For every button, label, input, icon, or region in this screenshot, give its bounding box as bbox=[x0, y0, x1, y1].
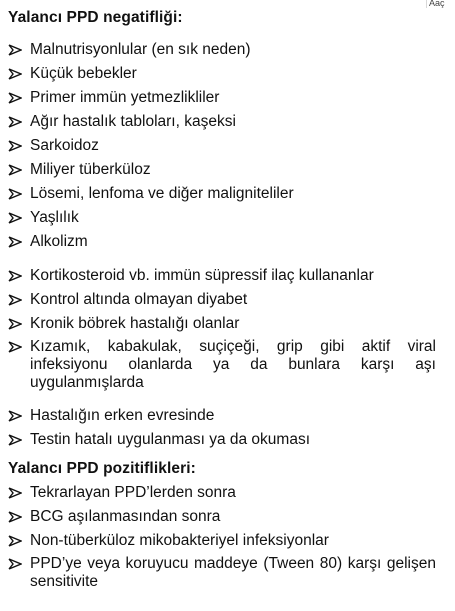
list-item-text: Non-tüberküloz mikobakteriyel infeksiyonlar bbox=[30, 532, 329, 549]
list-item-text: Miliyer tüberküloz bbox=[30, 161, 151, 178]
list-item bbox=[8, 182, 436, 206]
list-item-text: Malnutrisyonlular (en sık neden) bbox=[30, 41, 251, 58]
list-item-text: Küçük bebekler bbox=[30, 65, 137, 82]
arrow-bullet-icon bbox=[8, 158, 22, 182]
list-item-text: PPD’ye veya koruyucu maddeye (Tween 80) karşı gelişen sensitivite bbox=[30, 555, 436, 590]
list-item-text: Lösemi, lenfoma ve diğer maligniteliler bbox=[30, 185, 294, 202]
list-item-text: Kronik böbrek hastalığı olanlar bbox=[30, 315, 240, 332]
list-item-text: Alkolizm bbox=[30, 233, 88, 250]
list-item bbox=[8, 62, 436, 86]
arrow-bullet-icon bbox=[8, 481, 22, 505]
arrow-bullet-icon bbox=[8, 288, 22, 312]
list-item bbox=[8, 38, 436, 62]
arrow-bullet-icon bbox=[8, 505, 22, 529]
list-item bbox=[8, 158, 436, 182]
list-item bbox=[8, 288, 436, 312]
list-item-text: Kortikosteroid vb. immün süpressif ilaç kullananlar bbox=[30, 267, 374, 284]
list-item-text: Ağır hastalık tabloları, kaşeksi bbox=[30, 113, 236, 130]
list-item-text: Kızamık, kabakulak, suçiçeği, grip gibi aktif viral infeksiyonu olanlarda ya da bunlara karşı aşı uygulanmışlarda bbox=[30, 338, 436, 391]
arrow-bullet-icon bbox=[8, 62, 22, 86]
arrow-bullet-icon bbox=[8, 404, 22, 428]
list-item bbox=[8, 428, 436, 452]
list-item bbox=[8, 335, 436, 392]
corner-label: Aaç bbox=[426, 0, 455, 8]
section-heading-false-negative: Yalancı PPD negatifliği: bbox=[8, 9, 183, 26]
list-item-text: Hastalığın erken evresinde bbox=[30, 407, 215, 424]
list-item bbox=[8, 529, 436, 553]
list-item bbox=[8, 230, 436, 254]
section-heading-false-positive: Yalancı PPD pozitiflikleri: bbox=[8, 460, 196, 477]
arrow-bullet-icon bbox=[8, 264, 22, 288]
list-item bbox=[8, 552, 436, 591]
list-item-text: Testin hatalı uygulanması ya da okuması bbox=[30, 431, 311, 448]
list-item bbox=[8, 110, 436, 134]
list-item-text: Kontrol altında olmayan diyabet bbox=[30, 291, 248, 308]
arrow-bullet-icon bbox=[8, 335, 22, 359]
list-item-text: BCG aşılanmasından sonra bbox=[30, 508, 221, 525]
arrow-bullet-icon bbox=[8, 312, 22, 336]
arrow-bullet-icon bbox=[8, 529, 22, 553]
list-item bbox=[8, 206, 436, 230]
list-item bbox=[8, 312, 436, 336]
list-item bbox=[8, 134, 436, 158]
arrow-bullet-icon bbox=[8, 428, 22, 452]
list-item bbox=[8, 404, 436, 428]
arrow-bullet-icon bbox=[8, 86, 22, 110]
list-item-text: Sarkoidoz bbox=[30, 137, 99, 154]
list-item-text: Primer immün yetmezlikliler bbox=[30, 89, 220, 106]
list-item bbox=[8, 86, 436, 110]
list-item-text: Yaşlılık bbox=[30, 209, 79, 226]
arrow-bullet-icon bbox=[8, 134, 22, 158]
arrow-bullet-icon bbox=[8, 38, 22, 62]
list-item bbox=[8, 264, 436, 288]
list-item-text: Tekrarlayan PPD’lerden sonra bbox=[30, 484, 236, 501]
arrow-bullet-icon bbox=[8, 552, 22, 576]
arrow-bullet-icon bbox=[8, 230, 22, 254]
arrow-bullet-icon bbox=[8, 110, 22, 134]
arrow-bullet-icon bbox=[8, 206, 22, 230]
list-item bbox=[8, 505, 436, 529]
list-item bbox=[8, 481, 436, 505]
arrow-bullet-icon bbox=[8, 182, 22, 206]
